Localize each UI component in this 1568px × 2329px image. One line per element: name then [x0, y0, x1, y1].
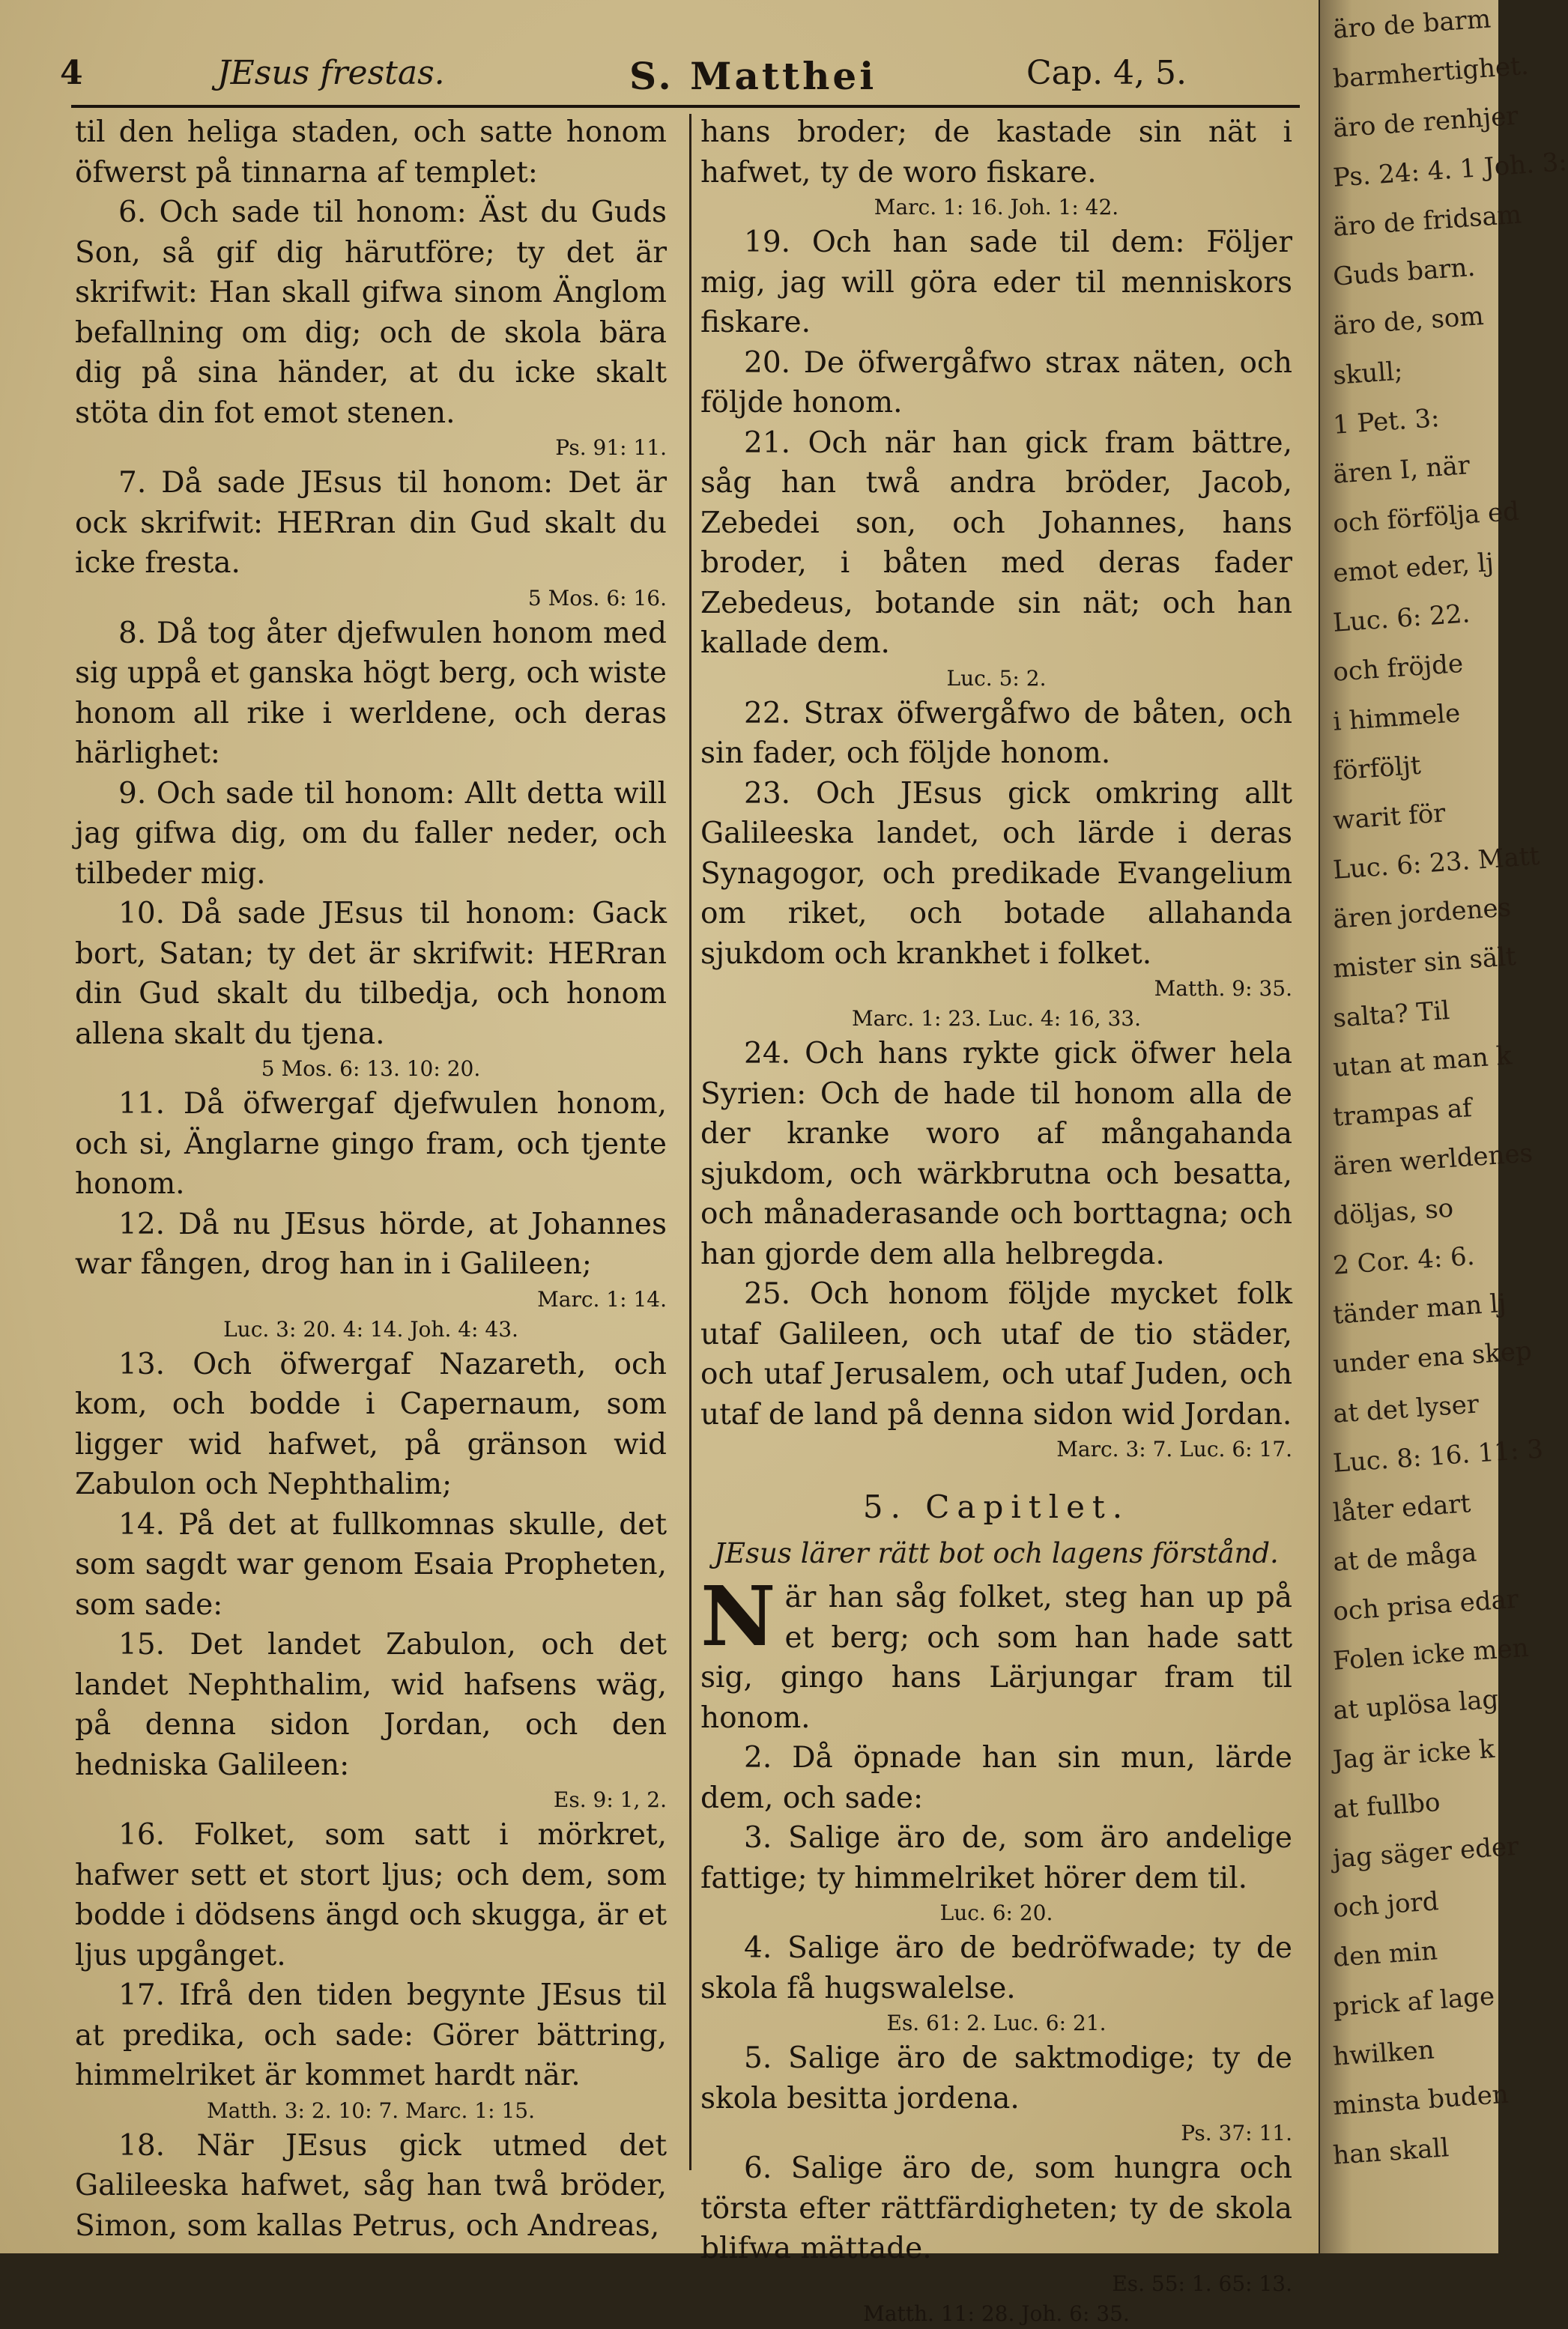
verse-paragraph: til den heliga staden, och satte honom öfwerst på tinnarna af templet: — [75, 115, 667, 190]
adjacent-page-text: hwilken — [1332, 2035, 1435, 2072]
left-column — [75, 112, 667, 2246]
header-rule — [71, 105, 1300, 108]
verse-paragraph: 5. Salige äro de saktmodige; ty de skola besitta jordena. — [700, 2041, 1292, 2116]
cross-reference: Es. 61: 2. Luc. 6: 21. — [886, 2011, 1107, 2035]
adjacent-page-text: och jord — [1332, 1886, 1440, 1924]
cross-reference: Matth. 3: 2. 10: 7. Marc. 1: 15. — [207, 2098, 535, 2123]
verse-paragraph: 6. Salige äro de, som hungra och törsta efter rättfärdigheten; ty de skola blifwa mättade. — [700, 2151, 1292, 2265]
adjacent-page-text: han skall — [1332, 2133, 1450, 2171]
adjacent-page-text: under ena skep — [1332, 1336, 1533, 1380]
adjacent-page-text: låter edart — [1332, 1488, 1472, 1528]
adjacent-page-text: at det lyser — [1332, 1389, 1480, 1429]
adjacent-page-text: barmhertighet. — [1332, 50, 1530, 94]
cross-reference: Marc. 1: 14. — [537, 1286, 667, 1312]
verse-paragraph: 13. Och öfwergaf Nazareth, och kom, och bodde i Capernaum, som ligger wid hafwet, på gränson wid Zabulon och Nephthalim; — [75, 1347, 667, 1501]
adjacent-page-text: emot eder, lj — [1332, 548, 1495, 589]
cross-reference: Matth. 9: 35. — [1154, 976, 1292, 1001]
adjacent-page-text: trampas af — [1332, 1093, 1473, 1133]
verse-paragraph: 14. På det at fullkomnas skulle, det som sagdt war genom Esaia Propheten, som sade: — [75, 1507, 667, 1622]
adjacent-page-text: 2 Cor. 4: 6. — [1332, 1241, 1476, 1281]
adjacent-page-text: äro de barm — [1332, 4, 1492, 45]
verse-paragraph: 19. Och han sade til dem: Följer mig, jag will göra eder til menniskors fiskare. — [700, 225, 1292, 339]
header-chapter-ref: Cap. 4, 5. — [1026, 54, 1187, 92]
verse-paragraph: 12. Då nu JEsus hörde, at Johannes war fången, drog han in i Galileen; — [75, 1207, 667, 1281]
adjacent-page-text: i himmele — [1332, 698, 1462, 737]
adjacent-page-text: ären I, när — [1332, 450, 1471, 490]
adjacent-page-text: salta? Til — [1332, 996, 1451, 1034]
adjacent-page-text: förföljt — [1332, 750, 1422, 787]
adjacent-page-text: Luc. 6: 23. Matt — [1332, 841, 1541, 885]
adjacent-page-text: döljas, so — [1332, 1193, 1455, 1232]
verse-paragraph: 16. Folket, som satt i mörkret, hafwer sett et stort ljus; och dem, som bodde i dödsens ängd och skugga, är et ljus upgånget. — [75, 1818, 667, 1972]
verse-paragraph: 15. Det landet Zabulon, och det landet Nephthalim, wid hafsens wäg, på denna sidon Jordan, och den hedniska Galileen: — [75, 1628, 667, 1782]
adjacent-page-text: at de måga — [1332, 1537, 1478, 1578]
adjacent-page-text: mister sin sält — [1332, 941, 1517, 984]
adjacent-page-text: skull; — [1332, 356, 1404, 391]
running-header — [60, 54, 1296, 99]
cross-reference: Marc. 3: 7. Luc. 6: 17. — [1056, 1437, 1292, 1462]
verse-paragraph: 6. Och sade til honom: Äst du Guds Son, så gif dig härutföre; ty det är skrifwit: Han skall gifwa sinom Änglom befallning om dig; och de skola bära dig på sina händer, at du icke skalt stöta din fot emot stenen. — [75, 196, 667, 430]
adjacent-page-text: äro de, som — [1332, 300, 1485, 342]
adjacent-page-text: jag säger eder — [1332, 1831, 1520, 1874]
verse-paragraph: 11. Då öfwergaf djefwulen honom, och si, Änglarne gingo fram, och tjente honom. — [75, 1087, 667, 1201]
adjacent-page-text: 1 Pet. 3: — [1332, 403, 1441, 440]
verse-paragraph — [700, 1568, 1292, 1738]
cross-reference: Luc. 5: 2. — [946, 665, 1047, 691]
adjacent-page-text: Guds barn. — [1332, 252, 1477, 292]
adjacent-page-text: och prisa edar — [1332, 1584, 1520, 1627]
adjacent-page-text: prick af lage — [1332, 1981, 1496, 2023]
adjacent-page-text: minsta buden — [1332, 2079, 1510, 2121]
cross-reference: Marc. 1: 16. Joh. 1: 42. — [874, 195, 1119, 219]
adjacent-page-text: Luc. 6: 22. — [1332, 599, 1471, 638]
drop-cap: N — [700, 1568, 776, 1665]
cross-reference: Es. 9: 1, 2. — [553, 1787, 667, 1812]
adjacent-page-text: Ps. 24: 4. 1 Joh. 3: — [1332, 147, 1568, 193]
adjacent-page-text: Jag är icke k — [1332, 1733, 1496, 1775]
page-number: 4 — [60, 54, 83, 92]
adjacent-page-text: den min — [1332, 1936, 1439, 1973]
adjacent-page-text: at uplösa lag — [1332, 1684, 1500, 1726]
cross-reference: Es. 55: 1. 65: 13. — [1112, 2271, 1292, 2296]
verse-paragraph: 17. Ifrå den tiden begynte JEsus til at predika, och sade: Görer bättring, himmelriket är kommet hardt när. — [75, 1978, 667, 2092]
adjacent-page-text: ären jordenes — [1332, 892, 1513, 935]
adjacent-page-text: tänder man lj — [1332, 1288, 1507, 1330]
verse-paragraph: 4. Salige äro de bedröfwade; ty de skola få hugswalelse. — [700, 1931, 1292, 2005]
adjacent-page-text: äro de renhjer — [1332, 100, 1519, 144]
adjacent-page-text: äro de fridsam — [1332, 199, 1523, 243]
adjacent-page-text: utan at man k — [1332, 1041, 1513, 1083]
cross-reference: Ps. 37: 11. — [1181, 2121, 1292, 2145]
cross-reference: Matth. 11: 28. Joh. 6: 35. — [863, 2301, 1130, 2326]
cross-reference: Luc. 3: 20. 4: 14. Joh. 4: 43. — [223, 1316, 518, 1342]
cross-reference: Luc. 6: 20. — [939, 1901, 1053, 1925]
verse-text: är han såg folket, steg han up på et berg; och som han hade satt sig, gingo hans Lärjungar fram til honom. — [700, 1581, 1292, 1735]
verse-paragraph: 21. Och när han gick fram bättre, såg han twå andra bröder, Jacob, Zebedei son, och Johannes, hans broder, i båten med deras fader Zebedeus, botande sin nät; och han kallade dem. — [700, 425, 1292, 660]
cross-reference: Marc. 1: 23. Luc. 4: 16, 33. — [851, 1006, 1142, 1031]
verse-paragraph: 2. Då öpnade han sin mun, lärde dem, och sade: — [700, 1741, 1292, 1815]
verse-paragraph: 9. Och sade til honom: Allt detta will jag gifwa dig, om du faller neder, och tilbeder mig. — [75, 776, 667, 891]
header-book-title: S. Matthei — [629, 54, 877, 98]
cross-reference: Ps. 91: 11. — [555, 435, 667, 460]
verse-paragraph: 23. Och JEsus gick omkring allt Galileeska landet, och lärde i deras Synagogor, och predikade Evangelium om riket, och botade allahanda sjukdom och krankhet i folket. — [700, 776, 1292, 971]
verse-paragraph: 24. Och hans rykte gick öfwer hela Syrien: Och de hade til honom alla de der kranke woro af mångahanda sjukdom, och wärkbrutna och besatta, och månaderasande och borttagna; och han gjorde dem alla helbregda. — [700, 1037, 1292, 1271]
adjacent-page-text: at fullbo — [1332, 1787, 1441, 1825]
cross-reference: 5 Mos. 6: 16. — [527, 585, 667, 611]
chapter-heading: 5. Capitlet. — [862, 1488, 1130, 1525]
verse-paragraph: 20. De öfwergåfwo strax näten, och följde honom. — [700, 345, 1292, 420]
verse-paragraph: 10. Då sade JEsus til honom: Gack bort, Satan; ty det är skrifwit: HERran din Gud skalt du tilbedja, och honom allena skalt du tjena. — [75, 897, 667, 1051]
adjacent-page-text: Folen icke men — [1332, 1632, 1530, 1677]
adjacent-page-text: och förfölja ed — [1332, 496, 1521, 539]
column-divider — [689, 114, 691, 2170]
chapter-summary: JEsus lärer rätt bot och lagens förstånd. — [714, 1536, 1279, 1569]
verse-paragraph: hans broder; de kastade sin nät i hafwet, ty de woro fiskare. — [700, 115, 1292, 190]
adjacent-page-edge — [1320, 0, 1568, 2253]
adjacent-page-text: och fröjde — [1332, 648, 1465, 688]
verse-paragraph: 25. Och honom följde mycket folk utaf Galileen, och utaf de tio städer, och utaf Jerusalem, och utaf Juden, och utaf de land på denna sidon wid Jordan. — [700, 1277, 1292, 1432]
adjacent-page-text: ären werldenes — [1332, 1138, 1534, 1182]
adjacent-page-text: warit för — [1332, 798, 1447, 836]
verse-paragraph: 7. Då sade JEsus til honom: Det är ock skrifwit: HERran din Gud skalt du icke fresta. — [75, 466, 667, 580]
verse-paragraph: 3. Salige äro de, som äro andelige fattige; ty himmelriket hörer dem til. — [700, 1821, 1292, 1895]
verse-paragraph: 8. Då tog åter djefwulen honom med sig uppå et ganska högt berg, och wiste honom all rike i werldene, och deras härlighet: — [75, 616, 667, 770]
cross-reference: 5 Mos. 6: 13. 10: 20. — [261, 1056, 481, 1081]
adjacent-page-text: Luc. 8: 16. 11: 3 — [1332, 1434, 1545, 1479]
right-column — [700, 112, 1292, 2329]
verse-paragraph: 22. Strax öfwergåfwo de båten, och sin fader, och följde honom. — [700, 696, 1292, 770]
header-left-title: JEsus frestas. — [217, 54, 445, 92]
verse-paragraph: 18. När JEsus gick utmed det Galileeska hafwet, såg han twå bröder, Simon, som kallas Petrus, och Andreas, — [75, 2128, 667, 2243]
